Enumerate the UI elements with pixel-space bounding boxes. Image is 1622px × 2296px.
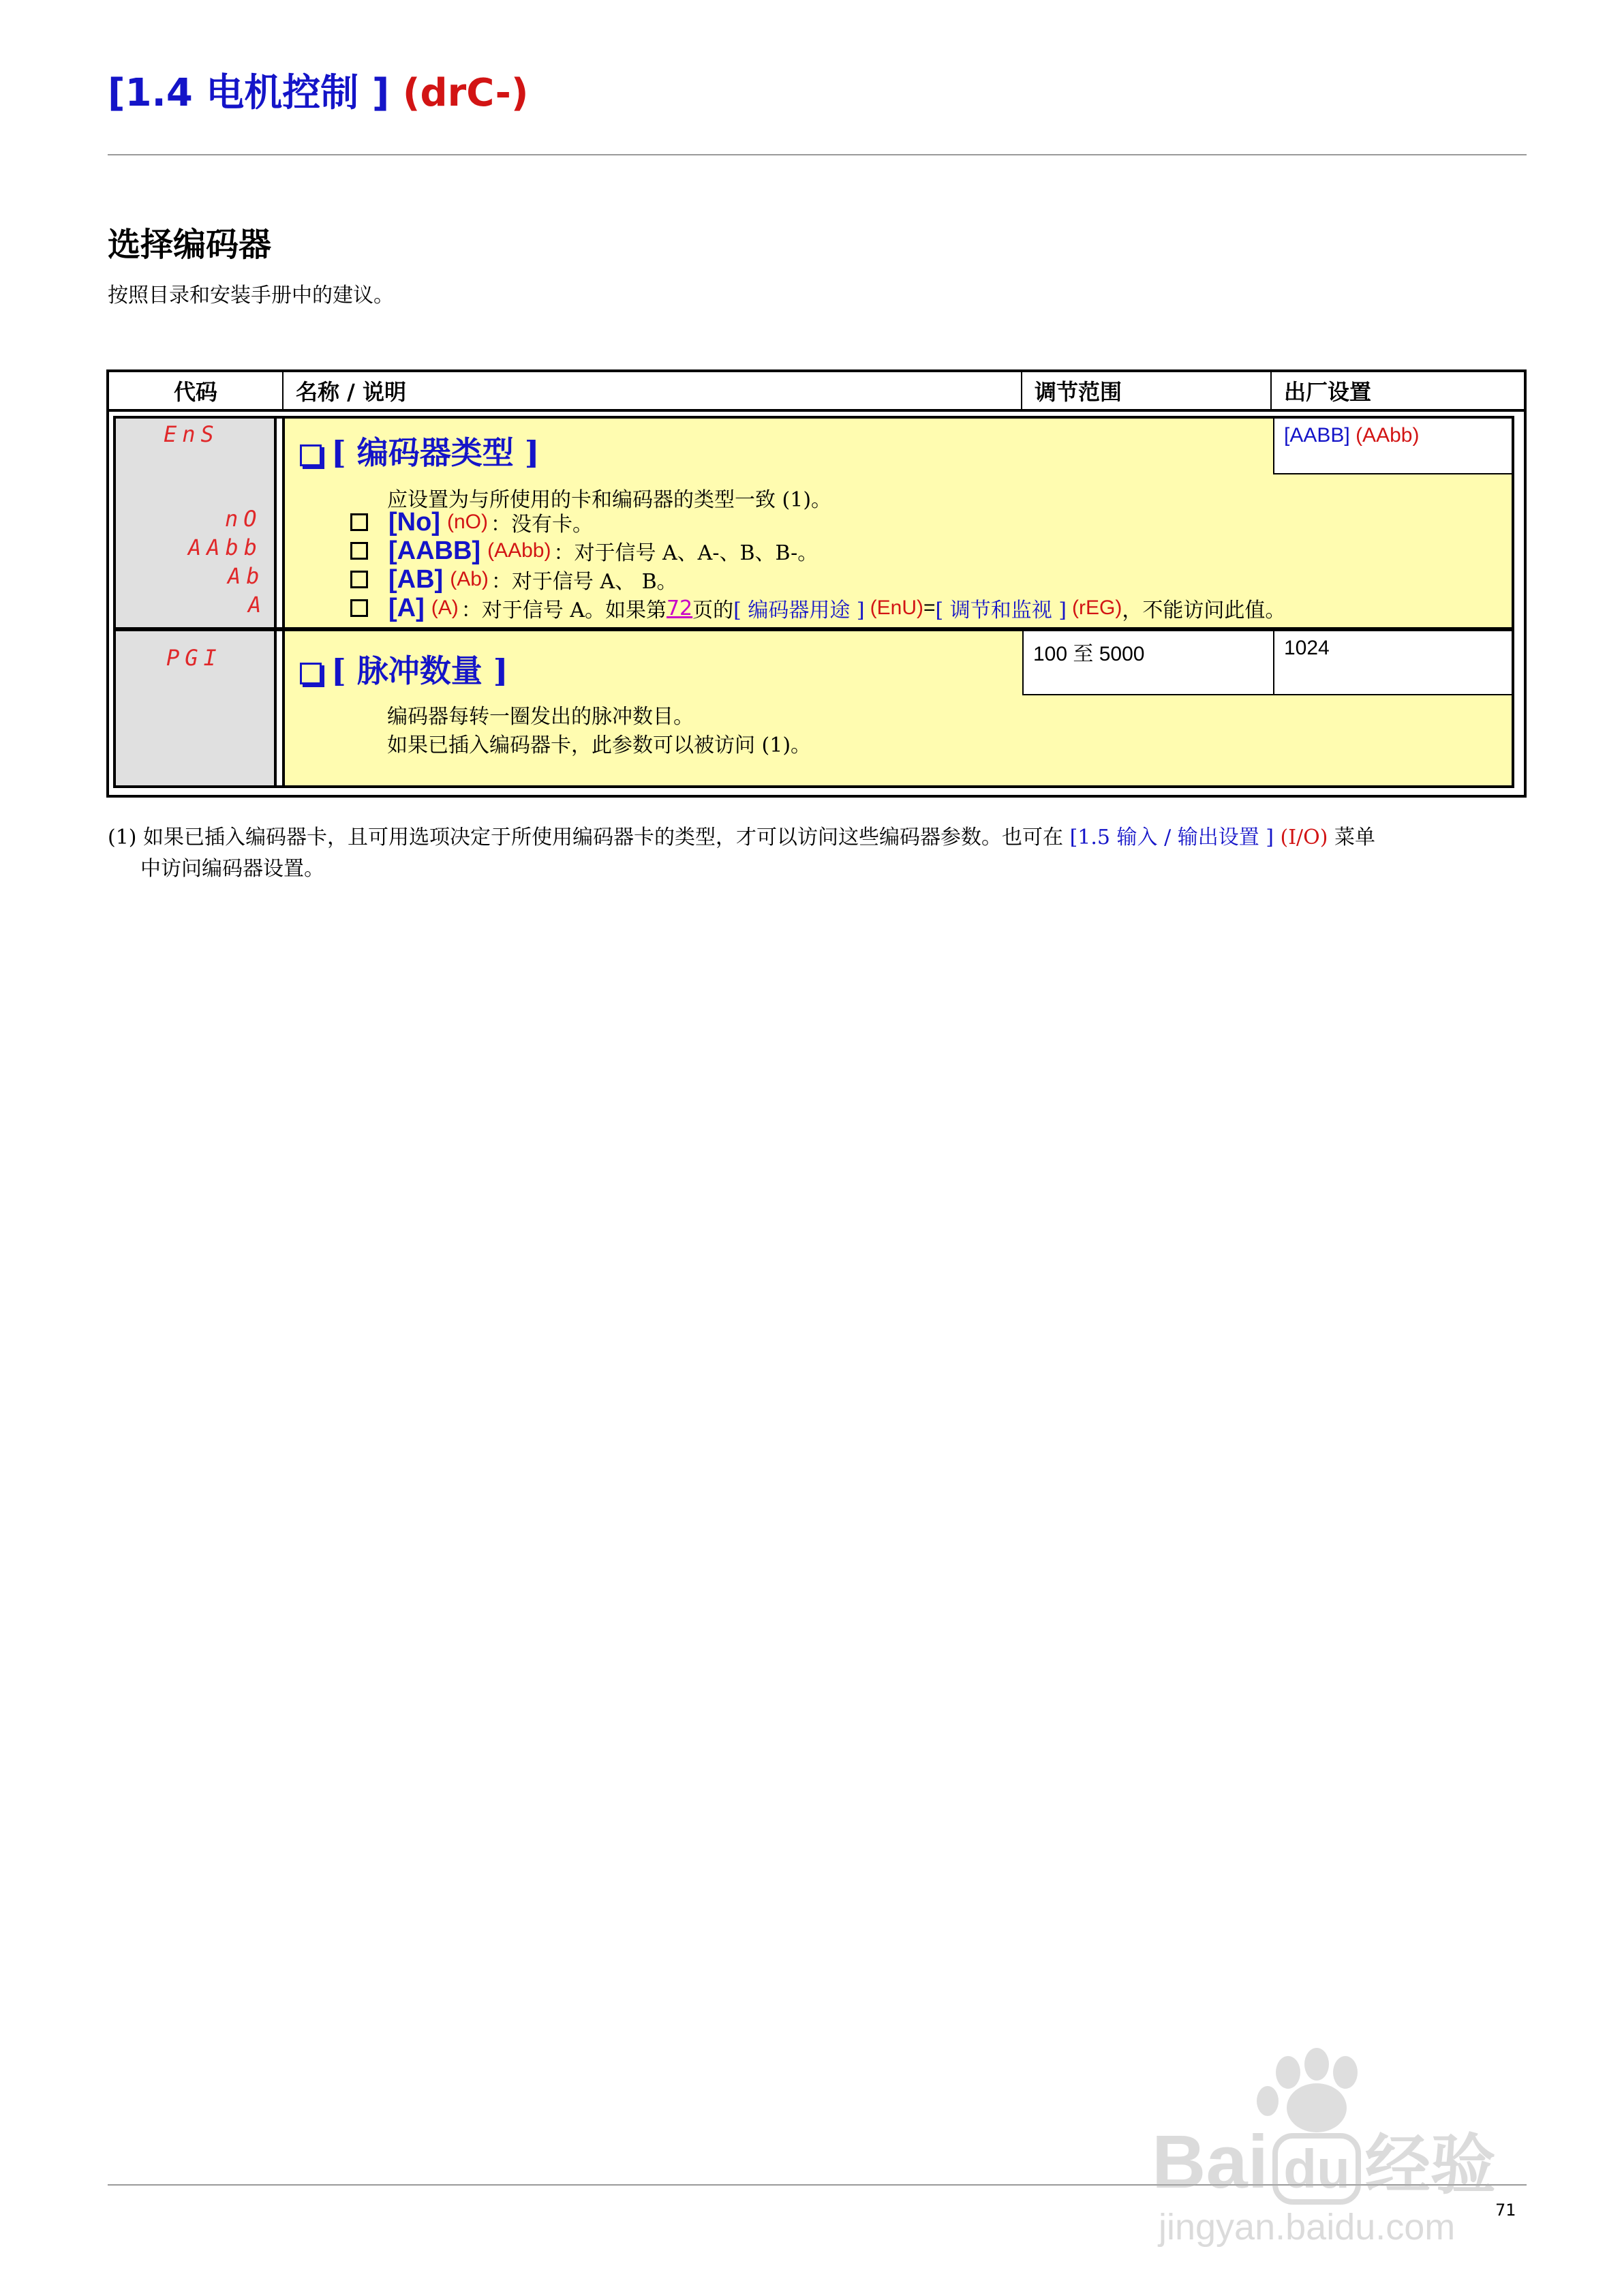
- page-number: 71: [1495, 2201, 1516, 2220]
- col-header-range: 调节范围: [1022, 372, 1272, 409]
- table-header: [106, 369, 1527, 412]
- param-desc-pulse-count-1: 编码器每转一圈发出的脉冲数目。: [387, 705, 694, 729]
- watermark-brand: Bai du 经验: [1152, 2120, 1496, 2204]
- param-desc-pulse-count-2: 如果已插入编码器卡，此参数可以被访问 (1)。: [387, 734, 812, 757]
- checkbox-icon: [350, 542, 368, 560]
- param-name-pulse-count: [ 脉冲数量 ]: [300, 646, 508, 691]
- param-code-ens: EnS: [164, 421, 219, 447]
- column-separator: [274, 419, 285, 785]
- option-a: [A] (A) ：对于信号 A。如果第 72 页的 [ 编码器用途 ] (EnU) = [ 调节和监视 ] (rEG) ，不能访问此值。: [350, 593, 1285, 623]
- factory-setting-pulse-count: 1024: [1273, 631, 1512, 695]
- option-ab: [AB] (Ab) ：对于信号 A、 B。: [350, 564, 677, 594]
- title-code: (drC-): [402, 71, 529, 115]
- param-box-icon: [300, 444, 322, 466]
- checkbox-icon: [350, 599, 368, 617]
- footnote-ref: [1.5 输入 / 输出设置 ]: [1069, 826, 1274, 849]
- param-desc-encoder-type: 应设置为与所使用的卡和编码器的类型一致 (1)。: [387, 488, 832, 512]
- checkbox-icon: [350, 571, 368, 588]
- col-header-factory: 出厂设置: [1284, 379, 1372, 405]
- col-header-name: 名称 / 说明: [284, 372, 1022, 409]
- option-aabb: [AABB] (AAbb) ：对于信号 A、A-、B、B-。: [350, 536, 818, 566]
- param-name-encoder-type: [ 编码器类型 ]: [300, 428, 540, 473]
- param-code-pgi: PGI: [166, 645, 222, 671]
- option-no: [No] (nO) ：没有卡。: [350, 507, 593, 537]
- range-pulse-count: 100 至 5000: [1022, 631, 1274, 695]
- factory-setting-encoder-type: [AABB] (AAbb): [1273, 419, 1512, 474]
- option-code-ab: Ab: [228, 563, 265, 589]
- option-code-no: nO: [225, 506, 262, 532]
- watermark-url: jingyan.baidu.com: [1159, 2207, 1456, 2248]
- option-code-a: A: [248, 592, 267, 618]
- page-title: [108, 63, 528, 117]
- page-link-72[interactable]: 72: [666, 596, 693, 620]
- top-divider: [108, 154, 1527, 155]
- col-header-code: 代码: [109, 372, 284, 409]
- section-intro: 按照目录和安装手册中的建议。: [108, 284, 394, 307]
- param-box-icon: [300, 663, 322, 684]
- baidu-watermark: [1152, 2045, 1520, 2250]
- section-title: 选择编码器: [108, 226, 272, 264]
- option-code-aabb: AAbb: [188, 534, 263, 560]
- footnote: (1) 如果已插入编码器卡，且可用选项决定于所使用编码器卡的类型，才可以访问这些编码器参数。也可在 [1.5 输入 / 输出设置 ] (I/O) 菜单 中访问编码器设置。: [108, 826, 1376, 881]
- title-main: [1.4 电机控制 ]: [108, 71, 390, 115]
- checkbox-icon: [350, 513, 368, 531]
